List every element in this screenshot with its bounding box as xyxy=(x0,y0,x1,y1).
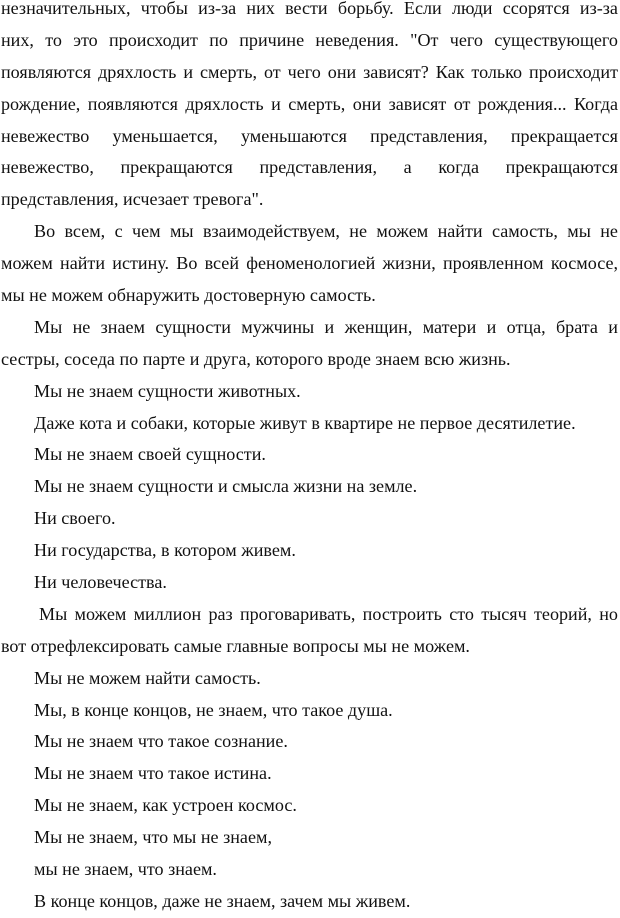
word: происходит xyxy=(108,29,198,50)
word: построить xyxy=(362,603,442,624)
word: они xyxy=(327,61,357,82)
word: мужчины xyxy=(241,316,315,337)
word: можем xyxy=(1,253,53,274)
word: миллион xyxy=(133,603,202,624)
word: люди xyxy=(451,0,493,18)
line-text: мы не можем обнаружить достоверную самость. xyxy=(1,285,376,306)
word: и xyxy=(271,93,281,114)
word: смерть, xyxy=(288,93,346,114)
paragraph xyxy=(1,439,618,471)
word: прекращается xyxy=(510,125,618,146)
text-line xyxy=(1,152,618,184)
word: жизни, xyxy=(382,253,436,274)
text-line xyxy=(1,567,618,599)
word: сто xyxy=(449,603,474,624)
word: Когда xyxy=(574,93,618,114)
paragraph xyxy=(1,567,618,599)
word: происходит xyxy=(529,61,618,82)
line-text: Мы не знаем, как устроен космос. xyxy=(34,795,297,816)
word: можем xyxy=(74,603,127,624)
line-text: В конце концов, даже не знаем, зачем мы живем. xyxy=(34,890,411,911)
paragraph xyxy=(1,599,618,663)
word: них xyxy=(246,0,275,18)
word: раз xyxy=(208,603,233,624)
word: чем xyxy=(131,221,161,242)
text-line xyxy=(1,376,618,408)
word: женщин, xyxy=(344,316,413,337)
text-line xyxy=(1,344,618,376)
word: сущности xyxy=(155,316,231,337)
paragraph xyxy=(1,822,618,854)
word: дряхлость xyxy=(185,93,264,114)
paragraph xyxy=(1,854,618,886)
text-line xyxy=(1,695,618,727)
word: и xyxy=(608,316,618,337)
word: причине xyxy=(239,29,305,50)
word: проговаривать, xyxy=(239,603,356,624)
word: смерть, xyxy=(200,61,258,82)
word: брата xyxy=(555,316,598,337)
text-line xyxy=(1,25,618,57)
word: а xyxy=(403,157,412,178)
paragraph xyxy=(1,790,618,822)
word: мы xyxy=(567,221,591,242)
word: зависят? xyxy=(363,61,429,82)
word: из-за xyxy=(198,0,237,18)
word: ссорятся xyxy=(502,0,570,18)
line-text: Мы не знаем сущности животных. xyxy=(34,380,301,401)
text-line xyxy=(1,758,618,790)
line-text: вот отрефлексировать самые главные вопросы мы не можем. xyxy=(1,635,470,656)
word: не xyxy=(600,221,618,242)
word: прекращаются xyxy=(120,157,233,178)
word: тысяч xyxy=(481,603,527,624)
word: можем xyxy=(376,221,429,242)
word: Мы xyxy=(34,316,63,337)
word: них, xyxy=(1,29,34,50)
word: с xyxy=(114,221,123,242)
word: появляются xyxy=(87,93,178,114)
line-text: Мы, в конце концов, не знаем, что такое душа. xyxy=(34,699,393,720)
word: незначительных, xyxy=(1,0,131,18)
word: не xyxy=(72,316,91,337)
word: зависят xyxy=(388,93,447,114)
text-line xyxy=(1,663,618,695)
paragraph xyxy=(1,312,618,376)
word: самость, xyxy=(491,221,558,242)
word: когда xyxy=(438,157,479,178)
text-line xyxy=(1,854,618,886)
word: борьбу. xyxy=(337,0,394,18)
word: Если xyxy=(403,0,442,18)
text-line xyxy=(1,726,618,758)
text-line xyxy=(1,503,618,535)
line-text: Мы не знаем что такое сознание. xyxy=(34,731,288,752)
text-line xyxy=(1,248,618,280)
paragraph xyxy=(1,216,618,312)
line-text: мы не знаем, что знаем. xyxy=(34,859,217,880)
line-text: Мы не знаем, что мы не знаем, xyxy=(34,827,272,848)
paragraph xyxy=(1,535,618,567)
word: вести xyxy=(285,0,328,18)
paragraph xyxy=(1,408,618,440)
paragraph xyxy=(1,726,618,758)
line-text: Мы не знаем что такое истина. xyxy=(34,763,272,784)
word: мы xyxy=(169,221,194,242)
word: и xyxy=(486,316,497,337)
text-line xyxy=(1,0,618,25)
word: найти xyxy=(60,253,106,274)
text-line xyxy=(1,535,618,567)
paragraph xyxy=(1,695,618,727)
paragraph xyxy=(1,663,618,695)
word: Как xyxy=(435,61,465,82)
word: неведения. xyxy=(315,29,399,50)
word: невежество, xyxy=(1,157,94,178)
line-text: Мы не знаем своей сущности. xyxy=(34,444,266,465)
word: от xyxy=(453,93,471,114)
word: невежество xyxy=(1,125,90,146)
word: рождения... xyxy=(477,93,567,114)
word: чего xyxy=(287,61,321,82)
paragraph xyxy=(1,758,618,790)
word: представления, xyxy=(259,157,377,178)
word: но xyxy=(599,603,618,624)
text-line xyxy=(1,216,618,248)
word: взаимодействуем, xyxy=(202,221,340,242)
text-line xyxy=(1,439,618,471)
text-line xyxy=(1,790,618,822)
text-line xyxy=(1,280,618,312)
word: по xyxy=(209,29,228,50)
line-text: Ни своего. xyxy=(34,508,116,529)
text-line xyxy=(1,57,618,89)
text-line xyxy=(1,408,618,440)
word: из-за xyxy=(579,0,618,18)
word: Во xyxy=(34,221,56,242)
word: найти xyxy=(437,221,483,242)
line-text: Мы не знаем сущности и смысла жизни на земле. xyxy=(34,476,418,497)
word: это xyxy=(73,29,98,50)
word: рождение, xyxy=(1,93,81,114)
word: истину. xyxy=(112,253,170,274)
word: они xyxy=(352,93,382,114)
word: чего xyxy=(449,29,483,50)
word: знаем xyxy=(100,316,145,337)
paragraph xyxy=(1,886,618,918)
word: от xyxy=(263,61,281,82)
word: всем, xyxy=(64,221,106,242)
text-line xyxy=(1,886,618,918)
word: прекращаются xyxy=(505,157,618,178)
line-text: сестры, соседа по парте и друга, которого вроде знаем всю жизнь. xyxy=(1,348,511,369)
paragraph xyxy=(1,0,618,216)
text-line xyxy=(1,471,618,503)
text-line xyxy=(1,89,618,121)
paragraph xyxy=(1,503,618,535)
word: уменьшаются xyxy=(240,125,347,146)
word: всей xyxy=(204,253,240,274)
text-line xyxy=(1,184,618,216)
paragraph xyxy=(1,471,618,503)
word: уменьшается, xyxy=(112,125,218,146)
text-line xyxy=(1,312,618,344)
word: "От xyxy=(410,29,439,50)
paragraph xyxy=(1,376,618,408)
line-text: Ни человечества. xyxy=(34,572,167,593)
word: то xyxy=(45,29,62,50)
word: проявленном xyxy=(442,253,544,274)
word: только xyxy=(471,61,523,82)
word: Мы xyxy=(39,603,68,624)
word: теорий, xyxy=(534,603,592,624)
line-text: представления, исчезает тревога". xyxy=(1,189,264,210)
word: и xyxy=(183,61,194,82)
word: чтобы xyxy=(140,0,188,18)
word: отца, xyxy=(506,316,546,337)
line-text: Мы не можем найти самость. xyxy=(34,667,261,688)
word: матери xyxy=(422,316,477,337)
word: существующего xyxy=(494,29,618,50)
word: представления, xyxy=(370,125,488,146)
line-text: Ни государства, в котором живем. xyxy=(34,540,296,561)
word: дряхлость xyxy=(98,61,177,82)
word: феноменологией xyxy=(246,253,376,274)
word: Во xyxy=(176,253,198,274)
word: не xyxy=(349,221,368,242)
text-line xyxy=(1,599,618,631)
text-line xyxy=(1,631,618,663)
word: и xyxy=(324,316,335,337)
word: космосе, xyxy=(550,253,618,274)
text-line xyxy=(1,121,618,153)
text-line xyxy=(1,822,618,854)
line-text: Даже кота и собаки, которые живут в квартире не первое десятилетие. xyxy=(34,412,576,433)
word: появляются xyxy=(1,61,92,82)
